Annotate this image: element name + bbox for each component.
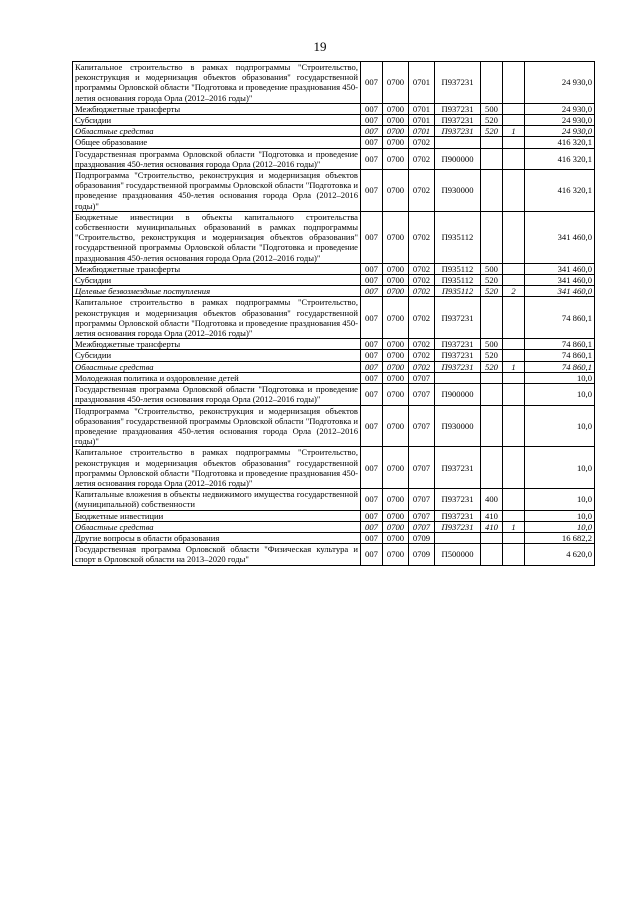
cell-section-code: 0700: [383, 211, 409, 263]
cell-expense-type: 520: [481, 126, 503, 137]
cell-subsection-code: 0702: [409, 148, 435, 169]
cell-amount: 74 860,1: [525, 350, 595, 361]
cell-section-code: 0700: [383, 510, 409, 521]
cell-subsection-code: 0702: [409, 275, 435, 286]
cell-expense-type: [481, 62, 503, 104]
cell-amount: 10,0: [525, 372, 595, 383]
cell-name: Государственная программа Орловской области "Подготовка и проведение празднования 450-летия основания города Орла (2012–2016 годы)": [73, 384, 361, 405]
cell-name: Капитальное строительство в рамках подпрограммы "Строительство, реконструкция и модернизация объектов образования" государственной программы Орловской области "Подготовка и проведение празднования 450-летия основания города Орла (2012–2016 годы)": [73, 62, 361, 104]
table-row: [73, 384, 595, 405]
cell-ministry-code: 007: [361, 405, 383, 447]
table-row: [73, 532, 595, 543]
cell-subsection-code: 0702: [409, 286, 435, 297]
cell-subsection-code: 0702: [409, 211, 435, 263]
cell-amount: 10,0: [525, 384, 595, 405]
cell-ministry-code: 007: [361, 62, 383, 104]
cell-amount: 10,0: [525, 447, 595, 489]
cell-name: Межбюджетные трансферты: [73, 263, 361, 274]
cell-subsection-code: 0707: [409, 521, 435, 532]
cell-funding-source: [503, 115, 525, 126]
cell-subsection-code: 0701: [409, 126, 435, 137]
cell-target-code: П500000: [435, 544, 481, 565]
cell-ministry-code: 007: [361, 148, 383, 169]
cell-section-code: 0700: [383, 447, 409, 489]
table-row: [73, 350, 595, 361]
cell-target-code: П937231: [435, 103, 481, 114]
cell-section-code: 0700: [383, 286, 409, 297]
cell-funding-source: [503, 339, 525, 350]
cell-ministry-code: 007: [361, 521, 383, 532]
cell-section-code: 0700: [383, 170, 409, 212]
cell-amount: 10,0: [525, 405, 595, 447]
cell-funding-source: [503, 211, 525, 263]
cell-name: Бюджетные инвестиции в объекты капитального строительства собственности муниципальных образований в рамках подпрограммы "Строительство, реконструкция и модернизация объектов образования" государственной программы Орловской области "Подготовка и проведение празднования 450-летия основания города Орла (2012–2016 годы)": [73, 211, 361, 263]
cell-target-code: П935112: [435, 286, 481, 297]
cell-target-code: П935112: [435, 263, 481, 274]
table-row: [73, 211, 595, 263]
cell-section-code: 0700: [383, 275, 409, 286]
cell-target-code: П935112: [435, 211, 481, 263]
cell-target-code: П937231: [435, 62, 481, 104]
budget-table: [72, 61, 595, 566]
table-row: [73, 405, 595, 447]
cell-name: Общее образование: [73, 137, 361, 148]
cell-section-code: 0700: [383, 115, 409, 126]
cell-target-code: П935112: [435, 275, 481, 286]
cell-amount: 10,0: [525, 489, 595, 510]
cell-funding-source: [503, 137, 525, 148]
cell-amount: 10,0: [525, 510, 595, 521]
cell-ministry-code: 007: [361, 126, 383, 137]
table-row: [73, 148, 595, 169]
cell-name: Областные средства: [73, 126, 361, 137]
cell-expense-type: [481, 148, 503, 169]
cell-subsection-code: 0701: [409, 62, 435, 104]
table-row: [73, 297, 595, 339]
cell-expense-type: 520: [481, 115, 503, 126]
cell-funding-source: 1: [503, 521, 525, 532]
cell-target-code: П937231: [435, 521, 481, 532]
cell-funding-source: 1: [503, 361, 525, 372]
cell-amount: 416 320,1: [525, 170, 595, 212]
cell-funding-source: [503, 510, 525, 521]
cell-name: Субсидии: [73, 115, 361, 126]
cell-funding-source: 1: [503, 126, 525, 137]
cell-section-code: 0700: [383, 361, 409, 372]
cell-target-code: П900000: [435, 148, 481, 169]
cell-ministry-code: 007: [361, 544, 383, 565]
cell-name: Бюджетные инвестиции: [73, 510, 361, 521]
cell-expense-type: [481, 532, 503, 543]
cell-section-code: 0700: [383, 532, 409, 543]
cell-expense-type: [481, 137, 503, 148]
cell-amount: 24 930,0: [525, 62, 595, 104]
cell-funding-source: [503, 62, 525, 104]
cell-subsection-code: 0702: [409, 263, 435, 274]
cell-amount: 24 930,0: [525, 103, 595, 114]
cell-ministry-code: 007: [361, 115, 383, 126]
cell-amount: 341 460,0: [525, 263, 595, 274]
cell-subsection-code: 0707: [409, 405, 435, 447]
cell-expense-type: 520: [481, 361, 503, 372]
cell-name: Областные средства: [73, 361, 361, 372]
table-row: [73, 521, 595, 532]
cell-funding-source: [503, 170, 525, 212]
cell-expense-type: [481, 544, 503, 565]
cell-subsection-code: 0701: [409, 115, 435, 126]
cell-subsection-code: 0701: [409, 103, 435, 114]
cell-target-code: П937231: [435, 339, 481, 350]
cell-amount: 341 460,0: [525, 275, 595, 286]
cell-funding-source: [503, 489, 525, 510]
cell-expense-type: [481, 297, 503, 339]
cell-funding-source: [503, 447, 525, 489]
cell-amount: 74 860,1: [525, 297, 595, 339]
cell-subsection-code: 0707: [409, 510, 435, 521]
cell-amount: 24 930,0: [525, 115, 595, 126]
cell-expense-type: 400: [481, 489, 503, 510]
cell-target-code: П930000: [435, 170, 481, 212]
cell-funding-source: [503, 263, 525, 274]
cell-target-code: [435, 137, 481, 148]
table-row: [73, 489, 595, 510]
cell-ministry-code: 007: [361, 447, 383, 489]
cell-name: Другие вопросы в области образования: [73, 532, 361, 543]
cell-name: Капитальное строительство в рамках подпрограммы "Строительство, реконструкция и модернизация объектов образования" государственной программы Орловской области "Подготовка и проведение празднования 450-летия основания города Орла (2012–2016 годы)": [73, 297, 361, 339]
cell-expense-type: 410: [481, 510, 503, 521]
table-row: [73, 126, 595, 137]
cell-amount: 416 320,1: [525, 137, 595, 148]
cell-funding-source: [503, 275, 525, 286]
cell-ministry-code: 007: [361, 297, 383, 339]
cell-section-code: 0700: [383, 297, 409, 339]
cell-subsection-code: 0707: [409, 447, 435, 489]
cell-ministry-code: 007: [361, 211, 383, 263]
cell-amount: 74 860,1: [525, 361, 595, 372]
cell-subsection-code: 0709: [409, 544, 435, 565]
cell-target-code: П937231: [435, 115, 481, 126]
cell-subsection-code: 0702: [409, 339, 435, 350]
cell-section-code: 0700: [383, 350, 409, 361]
cell-subsection-code: 0707: [409, 489, 435, 510]
cell-name: Целевые безвозмездные поступления: [73, 286, 361, 297]
cell-funding-source: [503, 372, 525, 383]
table-row: [73, 263, 595, 274]
table-row: [73, 510, 595, 521]
cell-name: Межбюджетные трансферты: [73, 339, 361, 350]
cell-section-code: 0700: [383, 384, 409, 405]
cell-name: Государственная программа Орловской области "Физическая культура и спорт в Орловской области на 2013–2020 годы": [73, 544, 361, 565]
cell-section-code: 0700: [383, 489, 409, 510]
cell-name: Субсидии: [73, 275, 361, 286]
cell-expense-type: [481, 211, 503, 263]
cell-subsection-code: 0702: [409, 350, 435, 361]
cell-ministry-code: 007: [361, 532, 383, 543]
cell-expense-type: 500: [481, 339, 503, 350]
cell-expense-type: [481, 170, 503, 212]
cell-ministry-code: 007: [361, 103, 383, 114]
cell-ministry-code: 007: [361, 489, 383, 510]
cell-name: Молодежная политика и оздоровление детей: [73, 372, 361, 383]
table-row: [73, 372, 595, 383]
cell-funding-source: [503, 297, 525, 339]
cell-amount: 10,0: [525, 521, 595, 532]
cell-section-code: 0700: [383, 263, 409, 274]
cell-section-code: 0700: [383, 103, 409, 114]
cell-ministry-code: 007: [361, 350, 383, 361]
cell-subsection-code: 0702: [409, 137, 435, 148]
cell-amount: 341 460,0: [525, 286, 595, 297]
cell-expense-type: 520: [481, 275, 503, 286]
cell-ministry-code: 007: [361, 384, 383, 405]
cell-expense-type: 520: [481, 350, 503, 361]
cell-section-code: 0700: [383, 126, 409, 137]
cell-name: Межбюджетные трансферты: [73, 103, 361, 114]
cell-funding-source: [503, 532, 525, 543]
cell-funding-source: [503, 405, 525, 447]
cell-funding-source: [503, 350, 525, 361]
cell-name: Подпрограмма "Строительство, реконструкция и модернизация объектов образования" государственной программы Орловской области "Подготовка и проведение празднования 450-летия основания города Орла (2012–2016 годы)": [73, 405, 361, 447]
cell-section-code: 0700: [383, 137, 409, 148]
cell-target-code: [435, 532, 481, 543]
cell-ministry-code: 007: [361, 263, 383, 274]
cell-expense-type: [481, 447, 503, 489]
cell-target-code: П937231: [435, 361, 481, 372]
cell-ministry-code: 007: [361, 361, 383, 372]
cell-section-code: 0700: [383, 405, 409, 447]
cell-name: Субсидии: [73, 350, 361, 361]
cell-funding-source: [503, 103, 525, 114]
cell-subsection-code: 0707: [409, 384, 435, 405]
cell-section-code: 0700: [383, 521, 409, 532]
cell-target-code: П900000: [435, 384, 481, 405]
cell-expense-type: 520: [481, 286, 503, 297]
table-row: [73, 275, 595, 286]
cell-subsection-code: 0709: [409, 532, 435, 543]
table-row: [73, 103, 595, 114]
table-row: [73, 137, 595, 148]
cell-target-code: П937231: [435, 350, 481, 361]
cell-amount: 416 320,1: [525, 148, 595, 169]
cell-section-code: 0700: [383, 372, 409, 383]
cell-section-code: 0700: [383, 339, 409, 350]
cell-target-code: П937231: [435, 489, 481, 510]
cell-funding-source: [503, 544, 525, 565]
cell-subsection-code: 0702: [409, 170, 435, 212]
cell-ministry-code: 007: [361, 137, 383, 148]
table-row: [73, 115, 595, 126]
cell-amount: 24 930,0: [525, 126, 595, 137]
table-row: [73, 339, 595, 350]
table-row: [73, 361, 595, 372]
cell-section-code: 0700: [383, 544, 409, 565]
cell-funding-source: 2: [503, 286, 525, 297]
budget-table-body: [73, 62, 595, 566]
cell-target-code: [435, 372, 481, 383]
cell-name: Капитальное строительство в рамках подпрограммы "Строительство, реконструкция и модернизация объектов образования" государственной программы Орловской области "Подготовка и проведение празднования 450-летия основания города Орла (2012–2016 годы)": [73, 447, 361, 489]
cell-expense-type: 410: [481, 521, 503, 532]
cell-expense-type: [481, 384, 503, 405]
cell-expense-type: [481, 405, 503, 447]
cell-target-code: П937231: [435, 126, 481, 137]
cell-funding-source: [503, 384, 525, 405]
table-row: [73, 286, 595, 297]
cell-amount: 341 460,0: [525, 211, 595, 263]
cell-subsection-code: 0702: [409, 361, 435, 372]
cell-target-code: П930000: [435, 405, 481, 447]
cell-amount: 74 860,1: [525, 339, 595, 350]
cell-section-code: 0700: [383, 62, 409, 104]
cell-subsection-code: 0707: [409, 372, 435, 383]
cell-target-code: П937231: [435, 297, 481, 339]
table-row: [73, 544, 595, 565]
cell-name: Капитальные вложения в объекты недвижимого имущества государственной (муниципальной) собственности: [73, 489, 361, 510]
cell-expense-type: 500: [481, 103, 503, 114]
cell-target-code: П937231: [435, 510, 481, 521]
table-row: [73, 62, 595, 104]
cell-name: Областные средства: [73, 521, 361, 532]
table-row: [73, 447, 595, 489]
cell-funding-source: [503, 148, 525, 169]
cell-section-code: 0700: [383, 148, 409, 169]
cell-ministry-code: 007: [361, 275, 383, 286]
cell-ministry-code: 007: [361, 286, 383, 297]
cell-ministry-code: 007: [361, 170, 383, 212]
page-number: 19: [313, 39, 327, 54]
cell-ministry-code: 007: [361, 372, 383, 383]
cell-ministry-code: 007: [361, 339, 383, 350]
cell-name: Подпрограмма "Строительство, реконструкция и модернизация объектов образования" государственной программы Орловской области "Подготовка и проведение празднования 450-летия основания города Орла (2012–2016 годы)": [73, 170, 361, 212]
cell-subsection-code: 0702: [409, 297, 435, 339]
table-row: [73, 170, 595, 212]
cell-target-code: П937231: [435, 447, 481, 489]
cell-ministry-code: 007: [361, 510, 383, 521]
cell-name: Государственная программа Орловской области "Подготовка и проведение празднования 450-летия основания города Орла (2012–2016 годы)": [73, 148, 361, 169]
cell-expense-type: [481, 372, 503, 383]
cell-amount: 4 620,0: [525, 544, 595, 565]
cell-amount: 16 682,2: [525, 532, 595, 543]
cell-expense-type: 500: [481, 263, 503, 274]
